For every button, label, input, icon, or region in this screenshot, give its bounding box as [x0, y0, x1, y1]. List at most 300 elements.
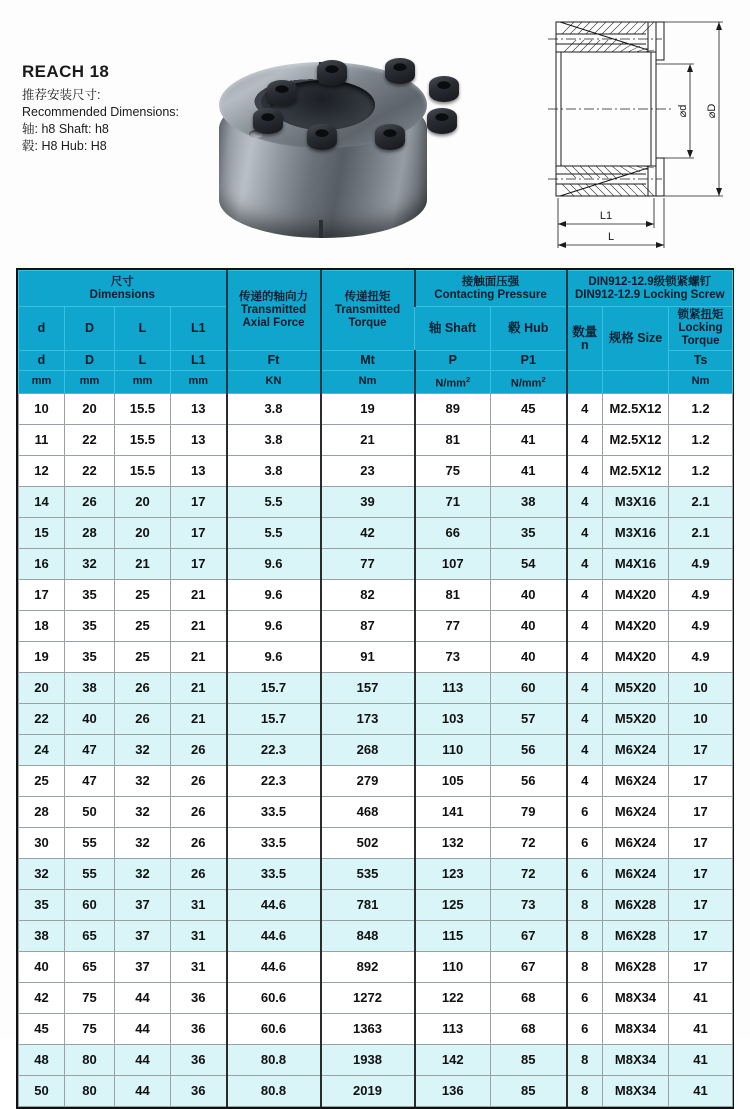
- cell-d: 40: [19, 951, 65, 982]
- cell-size: M6X24: [603, 734, 669, 765]
- cell-P1: 67: [491, 920, 567, 951]
- dim-label-dia-d: ⌀d: [677, 104, 689, 118]
- table-row: [19, 920, 733, 951]
- cell-L1: 26: [171, 734, 227, 765]
- cell-Ts: 41: [669, 982, 733, 1013]
- cell-size: M4X16: [603, 548, 669, 579]
- subheader-qty: [567, 307, 603, 371]
- symbol-Ts: Ts: [669, 351, 733, 371]
- screw-5: [253, 108, 283, 138]
- cell-size: M6X24: [603, 765, 669, 796]
- cell-Mt: 21: [321, 424, 415, 455]
- specification-table-wrapper: [16, 268, 734, 1109]
- cell-P1: 68: [491, 1013, 567, 1044]
- subheader-shaft: 轴 Shaft: [415, 307, 491, 351]
- cell-size: M2.5X12: [603, 424, 669, 455]
- table-body: [19, 393, 733, 1106]
- table-row: [19, 951, 733, 982]
- cell-L: 32: [115, 827, 171, 858]
- cell-size: M5X20: [603, 672, 669, 703]
- cell-P: 125: [415, 889, 491, 920]
- cell-D: 47: [65, 734, 115, 765]
- cell-P: 103: [415, 703, 491, 734]
- screw-6: [307, 124, 337, 154]
- cell-P: 136: [415, 1075, 491, 1106]
- unit-D: mm: [65, 371, 115, 394]
- cell-Ts: 1.2: [669, 424, 733, 455]
- cell-D: 26: [65, 486, 115, 517]
- cell-size: M3X16: [603, 486, 669, 517]
- cell-d: 45: [19, 1013, 65, 1044]
- cell-P1: 54: [491, 548, 567, 579]
- cell-P: 113: [415, 1013, 491, 1044]
- cell-Mt: 91: [321, 641, 415, 672]
- group-torque: [321, 271, 415, 351]
- cell-L: 15.5: [115, 455, 171, 486]
- cell-size: M2.5X12: [603, 455, 669, 486]
- cell-P: 81: [415, 579, 491, 610]
- cell-L1: 17: [171, 517, 227, 548]
- cell-P: 81: [415, 424, 491, 455]
- cell-Ft: 3.8: [227, 455, 321, 486]
- group-locking-screw: [567, 271, 733, 307]
- cell-Ts: 2.1: [669, 517, 733, 548]
- unit-d: mm: [19, 371, 65, 394]
- cell-Ft: 44.6: [227, 889, 321, 920]
- cell-L1: 17: [171, 486, 227, 517]
- cell-Mt: 781: [321, 889, 415, 920]
- cell-Mt: 848: [321, 920, 415, 951]
- cell-Mt: 87: [321, 610, 415, 641]
- cell-L: 37: [115, 951, 171, 982]
- subheader-hub: 毂 Hub: [491, 307, 567, 351]
- cell-size: M8X34: [603, 1044, 669, 1075]
- table-row: [19, 858, 733, 889]
- cell-Ft: 33.5: [227, 796, 321, 827]
- group-screw-cn: DIN912-12.9级锁紧螺钉: [588, 275, 712, 288]
- cell-d: 17: [19, 579, 65, 610]
- cell-P1: 72: [491, 858, 567, 889]
- table-row: [19, 486, 733, 517]
- subheader-d: d: [19, 307, 65, 351]
- cell-n: 8: [567, 951, 603, 982]
- cell-D: 65: [65, 951, 115, 982]
- group-pressure-cn: 接触面压强: [461, 275, 520, 288]
- cell-Mt: 535: [321, 858, 415, 889]
- specification-table: [18, 270, 733, 1107]
- cell-Ts: 10: [669, 703, 733, 734]
- cell-L: 20: [115, 517, 171, 548]
- cell-Ts: 4.9: [669, 548, 733, 579]
- cell-Ts: 1.2: [669, 455, 733, 486]
- group-screw-en: DIN912-12.9 Locking Screw: [574, 288, 725, 301]
- cell-P: 132: [415, 827, 491, 858]
- unit-P1: $N/mm^2$: [491, 371, 567, 394]
- symbol-L: L: [115, 351, 171, 371]
- cell-L: 32: [115, 858, 171, 889]
- screw-7: [375, 124, 405, 154]
- cell-n: 4: [567, 455, 603, 486]
- cell-D: 47: [65, 765, 115, 796]
- cell-Ft: 3.8: [227, 393, 321, 424]
- group-dimensions: [19, 271, 227, 307]
- cell-d: 12: [19, 455, 65, 486]
- cell-D: 75: [65, 982, 115, 1013]
- cell-d: 15: [19, 517, 65, 548]
- cell-Ts: 10: [669, 672, 733, 703]
- table-row: [19, 393, 733, 424]
- table-row: [19, 610, 733, 641]
- cell-size: M4X20: [603, 641, 669, 672]
- cell-Ts: 4.9: [669, 641, 733, 672]
- cell-d: 32: [19, 858, 65, 889]
- group-torque-en1: Transmitted: [334, 304, 401, 316]
- cell-Ts: 2.1: [669, 486, 733, 517]
- cell-d: 30: [19, 827, 65, 858]
- cell-size: M8X34: [603, 982, 669, 1013]
- cell-L1: 26: [171, 827, 227, 858]
- cell-D: 75: [65, 1013, 115, 1044]
- cell-L: 37: [115, 920, 171, 951]
- cell-D: 50: [65, 796, 115, 827]
- group-dimensions-cn: 尺寸: [110, 275, 134, 288]
- symbol-P1: P1: [491, 351, 567, 371]
- cell-L1: 13: [171, 393, 227, 424]
- cell-size: M2.5X12: [603, 393, 669, 424]
- cell-Ts: 4.9: [669, 579, 733, 610]
- cell-P: 122: [415, 982, 491, 1013]
- cell-D: 80: [65, 1044, 115, 1075]
- cell-Ft: 60.6: [227, 1013, 321, 1044]
- cell-D: 28: [65, 517, 115, 548]
- cell-d: 48: [19, 1044, 65, 1075]
- cell-Ts: 17: [669, 734, 733, 765]
- cell-Ts: 41: [669, 1075, 733, 1106]
- cell-size: M6X24: [603, 827, 669, 858]
- cell-n: 4: [567, 641, 603, 672]
- cell-n: 4: [567, 486, 603, 517]
- cell-P: 89: [415, 393, 491, 424]
- cell-P: 77: [415, 610, 491, 641]
- cell-L1: 36: [171, 982, 227, 1013]
- cell-Mt: 77: [321, 548, 415, 579]
- table-row: [19, 734, 733, 765]
- cell-L1: 36: [171, 1013, 227, 1044]
- group-axial-force-en1: Transmitted: [240, 304, 307, 316]
- subheader-D: D: [65, 307, 115, 351]
- table-row: [19, 548, 733, 579]
- cell-P: 73: [415, 641, 491, 672]
- subheader-size-en: Size: [637, 331, 663, 345]
- cell-d: 10: [19, 393, 65, 424]
- header-section: [0, 0, 750, 262]
- cell-Ft: 22.3: [227, 765, 321, 796]
- hub-tolerance-label: 毂: H8 Hub: H8: [22, 139, 107, 153]
- table-row: [19, 1013, 733, 1044]
- cell-Mt: 157: [321, 672, 415, 703]
- unit-n-blank: [567, 371, 603, 394]
- symbol-D: D: [65, 351, 115, 371]
- unit-Ft: KN: [227, 371, 321, 394]
- subheader-lock-torque-en: Locking Torque: [678, 322, 723, 347]
- cell-size: M3X16: [603, 517, 669, 548]
- subheader-qty-cn: 数量: [572, 324, 598, 339]
- cell-n: 4: [567, 610, 603, 641]
- cell-size: M8X34: [603, 1013, 669, 1044]
- subheader-L: L: [115, 307, 171, 351]
- cell-Mt: 173: [321, 703, 415, 734]
- cell-L: 32: [115, 765, 171, 796]
- cell-Mt: 1938: [321, 1044, 415, 1075]
- cell-Ft: 15.7: [227, 672, 321, 703]
- cell-Ft: 9.6: [227, 579, 321, 610]
- group-pressure-en: Contacting Pressure: [434, 288, 547, 301]
- cell-Mt: 23: [321, 455, 415, 486]
- cell-n: 6: [567, 796, 603, 827]
- cell-Mt: 892: [321, 951, 415, 982]
- cell-L1: 26: [171, 796, 227, 827]
- table-row: [19, 1044, 733, 1075]
- screw-3: [385, 58, 415, 88]
- unit-Ts: Nm: [669, 371, 733, 394]
- cell-L: 37: [115, 889, 171, 920]
- cell-d: 28: [19, 796, 65, 827]
- cell-P: 107: [415, 548, 491, 579]
- unit-Mt: Nm: [321, 371, 415, 394]
- cell-Ft: 3.8: [227, 424, 321, 455]
- cell-P: 115: [415, 920, 491, 951]
- screw-4: [429, 76, 459, 106]
- cell-D: 38: [65, 672, 115, 703]
- cell-Ft: 44.6: [227, 951, 321, 982]
- cell-P1: 60: [491, 672, 567, 703]
- cell-Ft: 33.5: [227, 827, 321, 858]
- cell-Mt: 268: [321, 734, 415, 765]
- cell-d: 16: [19, 548, 65, 579]
- cell-L1: 36: [171, 1044, 227, 1075]
- table-row: [19, 827, 733, 858]
- screw-8: [427, 108, 457, 138]
- cell-L1: 26: [171, 765, 227, 796]
- symbol-P: P: [415, 351, 491, 371]
- cell-d: 25: [19, 765, 65, 796]
- cell-P1: 79: [491, 796, 567, 827]
- cell-Ft: 33.5: [227, 858, 321, 889]
- cell-Ts: 17: [669, 765, 733, 796]
- cell-Ts: 17: [669, 796, 733, 827]
- product-photo: [197, 52, 447, 260]
- cell-d: 11: [19, 424, 65, 455]
- cell-P1: 67: [491, 951, 567, 982]
- symbol-d: d: [19, 351, 65, 371]
- cell-Ts: 4.9: [669, 610, 733, 641]
- cell-L1: 21: [171, 579, 227, 610]
- subheader-lock-torque-cn: 锁紧扭矩: [677, 309, 724, 321]
- cell-L: 32: [115, 796, 171, 827]
- dim-label-L: L: [607, 231, 615, 243]
- table-row: [19, 1075, 733, 1106]
- cell-L1: 13: [171, 455, 227, 486]
- cell-n: 6: [567, 982, 603, 1013]
- table-row: [19, 641, 733, 672]
- cell-Ts: 17: [669, 858, 733, 889]
- cell-n: 4: [567, 765, 603, 796]
- cell-Ft: 80.8: [227, 1044, 321, 1075]
- cell-L: 44: [115, 1075, 171, 1106]
- cell-L: 15.5: [115, 424, 171, 455]
- cell-size: M6X24: [603, 796, 669, 827]
- table-row: [19, 579, 733, 610]
- cell-D: 22: [65, 424, 115, 455]
- cell-Mt: 39: [321, 486, 415, 517]
- cell-Mt: 82: [321, 579, 415, 610]
- cell-L: 32: [115, 734, 171, 765]
- technical-drawing: [512, 6, 744, 258]
- table-row: [19, 796, 733, 827]
- cell-P1: 56: [491, 765, 567, 796]
- cell-D: 35: [65, 641, 115, 672]
- cell-L: 44: [115, 1044, 171, 1075]
- subheader-size: [603, 307, 669, 371]
- cell-D: 32: [65, 548, 115, 579]
- cell-d: 19: [19, 641, 65, 672]
- cell-Ft: 22.3: [227, 734, 321, 765]
- cell-Mt: 42: [321, 517, 415, 548]
- cell-L1: 21: [171, 641, 227, 672]
- subheader-qty-sym: n: [580, 337, 589, 352]
- cell-L: 25: [115, 579, 171, 610]
- cell-L1: 31: [171, 951, 227, 982]
- table-row: [19, 672, 733, 703]
- cell-Ft: 9.6: [227, 610, 321, 641]
- cell-L1: 21: [171, 703, 227, 734]
- table-row: [19, 765, 733, 796]
- cell-n: 4: [567, 517, 603, 548]
- cell-L: 15.5: [115, 393, 171, 424]
- cell-Mt: 19: [321, 393, 415, 424]
- cell-P1: 85: [491, 1044, 567, 1075]
- cell-d: 18: [19, 610, 65, 641]
- cell-n: 4: [567, 424, 603, 455]
- subheader-locking-torque: [669, 307, 733, 351]
- cell-D: 55: [65, 858, 115, 889]
- cell-P1: 73: [491, 889, 567, 920]
- cell-L: 20: [115, 486, 171, 517]
- cell-L1: 36: [171, 1075, 227, 1106]
- cell-P: 66: [415, 517, 491, 548]
- cell-P: 71: [415, 486, 491, 517]
- cell-Ts: 17: [669, 951, 733, 982]
- cell-Ts: 17: [669, 889, 733, 920]
- cell-size: M4X20: [603, 579, 669, 610]
- cell-Ft: 9.6: [227, 641, 321, 672]
- cell-P: 123: [415, 858, 491, 889]
- cell-Ft: 5.5: [227, 517, 321, 548]
- cell-Ts: 17: [669, 920, 733, 951]
- cell-n: 4: [567, 672, 603, 703]
- cell-size: M4X20: [603, 610, 669, 641]
- cell-L1: 26: [171, 858, 227, 889]
- cell-P: 142: [415, 1044, 491, 1075]
- table-row: [19, 517, 733, 548]
- cell-L1: 17: [171, 548, 227, 579]
- cell-d: 24: [19, 734, 65, 765]
- cell-P1: 68: [491, 982, 567, 1013]
- cell-P1: 72: [491, 827, 567, 858]
- cell-n: 8: [567, 920, 603, 951]
- cell-n: 6: [567, 827, 603, 858]
- cell-Ft: 44.6: [227, 920, 321, 951]
- table-row: [19, 424, 733, 455]
- cell-L1: 13: [171, 424, 227, 455]
- cell-size: M6X28: [603, 889, 669, 920]
- symbol-Ft: Ft: [227, 351, 321, 371]
- cell-L: 26: [115, 703, 171, 734]
- cell-d: 50: [19, 1075, 65, 1106]
- dim-label-L1: L1: [599, 210, 613, 222]
- group-dimensions-en: Dimensions: [89, 288, 155, 301]
- subheader-L1: L1: [171, 307, 227, 351]
- cell-L1: 21: [171, 610, 227, 641]
- cell-L: 26: [115, 672, 171, 703]
- unit-L: mm: [115, 371, 171, 394]
- cell-L: 21: [115, 548, 171, 579]
- cell-Ts: 41: [669, 1013, 733, 1044]
- cell-P1: 85: [491, 1075, 567, 1106]
- group-contacting-pressure: [415, 271, 567, 307]
- cell-Ft: 60.6: [227, 982, 321, 1013]
- cell-D: 35: [65, 579, 115, 610]
- cell-D: 55: [65, 827, 115, 858]
- table-row: [19, 982, 733, 1013]
- cell-Ft: 5.5: [227, 486, 321, 517]
- cell-D: 40: [65, 703, 115, 734]
- cell-n: 8: [567, 1075, 603, 1106]
- cell-n: 4: [567, 734, 603, 765]
- cell-P: 113: [415, 672, 491, 703]
- group-axial-force: [227, 271, 321, 351]
- cell-size: M6X28: [603, 920, 669, 951]
- table-row: [19, 889, 733, 920]
- cell-n: 4: [567, 579, 603, 610]
- unit-L1: mm: [171, 371, 227, 394]
- cell-d: 38: [19, 920, 65, 951]
- cell-Ft: 15.7: [227, 703, 321, 734]
- cell-d: 20: [19, 672, 65, 703]
- cell-P: 141: [415, 796, 491, 827]
- cell-Mt: 279: [321, 765, 415, 796]
- cell-P: 75: [415, 455, 491, 486]
- cell-d: 22: [19, 703, 65, 734]
- cell-d: 35: [19, 889, 65, 920]
- cell-Ft: 80.8: [227, 1075, 321, 1106]
- cell-L1: 21: [171, 672, 227, 703]
- cell-Mt: 468: [321, 796, 415, 827]
- cell-D: 80: [65, 1075, 115, 1106]
- subheader-size-cn: 规格: [608, 331, 634, 345]
- cell-n: 4: [567, 393, 603, 424]
- cell-P1: 40: [491, 610, 567, 641]
- cell-P1: 45: [491, 393, 567, 424]
- cell-size: M6X28: [603, 951, 669, 982]
- cell-L: 25: [115, 641, 171, 672]
- cell-Ts: 41: [669, 1044, 733, 1075]
- cell-n: 4: [567, 703, 603, 734]
- unit-size-blank: [603, 371, 669, 394]
- cell-Ts: 1.2: [669, 393, 733, 424]
- cell-P1: 40: [491, 579, 567, 610]
- cell-n: 8: [567, 889, 603, 920]
